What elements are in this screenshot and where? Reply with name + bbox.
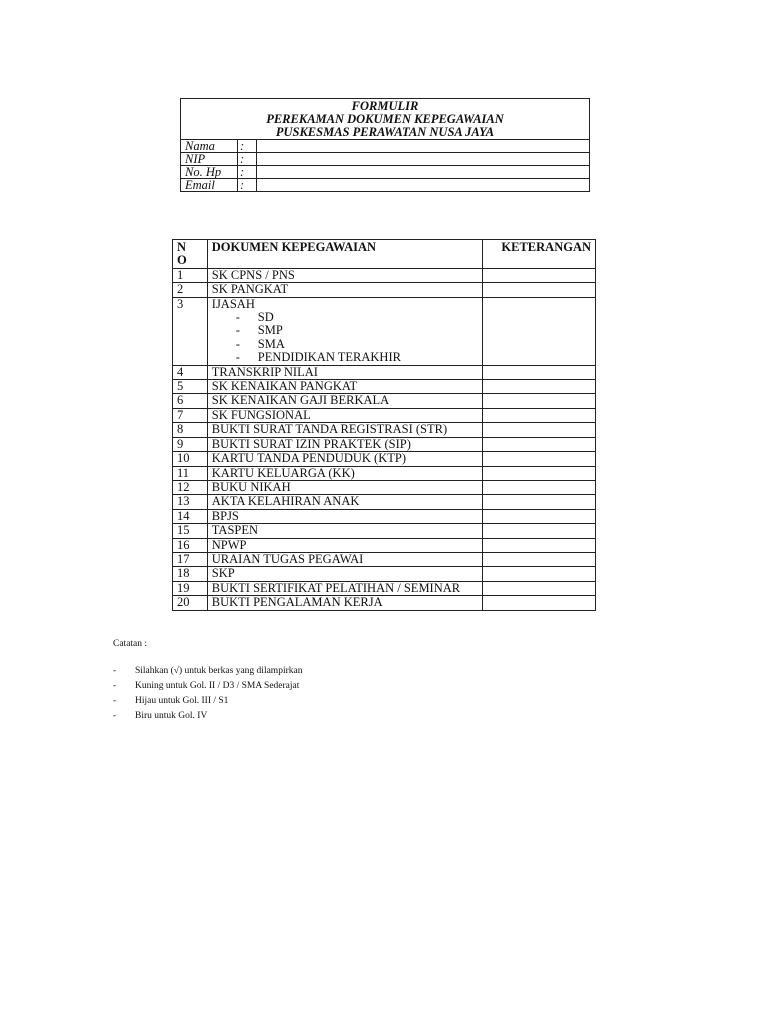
row-number: 2	[173, 283, 208, 297]
document-name-cell	[207, 466, 482, 480]
document-name-cell	[207, 524, 482, 538]
row-number: 17	[173, 552, 208, 566]
row-number: 14	[173, 509, 208, 523]
document-name-cell	[207, 552, 482, 566]
note-text: Kuning untuk Gol. II / D3 / SMA Sederajat	[135, 681, 300, 691]
table-row	[173, 365, 596, 379]
keterangan-field[interactable]	[483, 596, 596, 610]
field-label: NIP	[181, 153, 238, 166]
note-item	[113, 709, 302, 724]
form-title-line: PUSKESMAS PERAWATAN NUSA JAYA	[275, 125, 495, 139]
sub-item-text: SD	[257, 310, 274, 325]
document-name-cell	[207, 509, 482, 523]
table-row	[173, 581, 596, 595]
keterangan-field[interactable]	[483, 495, 596, 509]
keterangan-field[interactable]	[483, 524, 596, 538]
note-bullet: -	[113, 666, 117, 676]
document-sub-item	[236, 351, 478, 364]
document-name: AKTA KELAHIRAN ANAK	[211, 494, 360, 509]
document-name-cell	[207, 268, 482, 282]
row-number: 7	[173, 408, 208, 422]
table-row	[173, 297, 596, 365]
table-row	[173, 268, 596, 282]
table-row	[173, 466, 596, 480]
document-name: KARTU TANDA PENDUDUK (KTP)	[211, 451, 406, 466]
sub-item-text: SMP	[257, 323, 283, 338]
row-number: 12	[173, 480, 208, 494]
note-text: Biru untuk Gol. IV	[135, 711, 208, 721]
sub-item-bullet: -	[235, 336, 240, 351]
column-header-keterangan: KETERANGAN	[483, 240, 596, 269]
column-header-no-line: N	[177, 240, 187, 254]
nama-field[interactable]	[257, 140, 590, 153]
table-row	[173, 394, 596, 408]
document-name: IJASAH	[211, 296, 255, 311]
document-name-cell	[207, 297, 482, 365]
document-sub-item	[236, 338, 478, 351]
row-number: 18	[173, 567, 208, 581]
sub-item-text: SMA	[257, 336, 285, 351]
table-row	[173, 380, 596, 394]
row-number: 20	[173, 596, 208, 610]
column-header-no-line: O	[177, 253, 187, 268]
field-separator: :	[238, 140, 257, 153]
sub-item-bullet: -	[235, 350, 240, 365]
table-row	[173, 524, 596, 538]
row-number: 10	[173, 452, 208, 466]
field-separator: :	[238, 179, 257, 192]
field-label: No. Hp	[181, 166, 238, 179]
table-row	[173, 423, 596, 437]
keterangan-field[interactable]	[483, 408, 596, 422]
note-bullet: -	[113, 696, 117, 706]
table-row	[173, 283, 596, 297]
document-name-cell	[207, 408, 482, 422]
note-text: Hijau untuk Gol. III / S1	[135, 696, 229, 706]
keterangan-field[interactable]	[483, 380, 596, 394]
nip-field[interactable]	[257, 153, 590, 166]
field-separator: :	[238, 153, 257, 166]
keterangan-field[interactable]	[483, 423, 596, 437]
document-name-cell	[207, 567, 482, 581]
field-separator: :	[238, 166, 257, 179]
document-name-cell	[207, 283, 482, 297]
field-row-no-hp	[181, 166, 589, 179]
document-name-cell	[207, 480, 482, 494]
document-name-cell	[207, 581, 482, 595]
document-name-cell	[207, 365, 482, 379]
document-name: SK KENAIKAN GAJI BERKALA	[211, 393, 390, 408]
table-row	[173, 538, 596, 552]
document-name: URAIAN TUGAS PEGAWAI	[211, 551, 364, 566]
document-name: BUKTI SURAT TANDA REGISTRASI (STR)	[211, 422, 448, 437]
notes-list	[113, 664, 302, 724]
document-name: SK FUNGSIONAL	[211, 407, 311, 422]
table-row	[173, 437, 596, 451]
note-item	[113, 664, 302, 679]
document-name: BUKU NIKAH	[211, 479, 291, 494]
table-row	[173, 480, 596, 494]
keterangan-field[interactable]	[483, 437, 596, 451]
document-name: NPWP	[211, 537, 247, 552]
keterangan-field[interactable]	[483, 283, 596, 297]
document-name: BUKTI SURAT IZIN PRAKTEK (SIP)	[211, 436, 411, 451]
row-number: 9	[173, 437, 208, 451]
note-bullet: -	[113, 681, 117, 691]
document-name: KARTU KELUARGA (KK)	[211, 465, 355, 480]
notes-section	[113, 639, 302, 724]
row-number: 11	[173, 466, 208, 480]
field-row-nip	[181, 153, 589, 166]
document-checklist-table	[172, 239, 596, 611]
document-name: SK CPNS / PNS	[211, 267, 295, 282]
keterangan-field[interactable]	[483, 509, 596, 523]
row-number: 8	[173, 423, 208, 437]
row-number: 15	[173, 524, 208, 538]
row-number: 6	[173, 394, 208, 408]
row-number: 16	[173, 538, 208, 552]
document-name-cell	[207, 423, 482, 437]
document-sub-list	[212, 311, 478, 365]
document-name-cell	[207, 394, 482, 408]
email-field[interactable]	[257, 179, 590, 192]
document-name: SK PANGKAT	[211, 282, 289, 297]
keterangan-field[interactable]	[483, 538, 596, 552]
document-name: SKP	[211, 566, 235, 581]
field-row-email	[181, 179, 589, 192]
document-name-cell	[207, 538, 482, 552]
column-header-no	[173, 240, 208, 269]
keterangan-field[interactable]	[483, 567, 596, 581]
keterangan-field[interactable]	[483, 365, 596, 379]
note-text: Silahkan (√) untuk berkas yang dilampirkan	[135, 666, 303, 676]
keterangan-field[interactable]	[483, 480, 596, 494]
identity-fields-table	[181, 139, 589, 191]
table-row	[173, 552, 596, 566]
document-sub-item	[236, 324, 478, 337]
row-number: 4	[173, 365, 208, 379]
document-name-cell	[207, 437, 482, 451]
form-title	[181, 99, 589, 139]
table-body	[173, 268, 596, 610]
document-name-cell	[207, 380, 482, 394]
document-name-cell	[207, 596, 482, 610]
document-name: BUKTI SERTIFIKAT PELATIHAN / SEMINAR	[211, 580, 461, 595]
row-number: 13	[173, 495, 208, 509]
table-row	[173, 495, 596, 509]
form-title-line: PEREKAMAN DOKUMEN KEPEGAWAIAN	[266, 112, 504, 126]
keterangan-field[interactable]	[483, 268, 596, 282]
row-number: 19	[173, 581, 208, 595]
keterangan-field[interactable]	[483, 466, 596, 480]
field-label: Nama	[181, 140, 238, 153]
document-name: SK KENAIKAN PANGKAT	[211, 379, 358, 394]
column-header-document: DOKUMEN KEPEGAWAIAN	[207, 240, 482, 269]
table-row	[173, 452, 596, 466]
document-name-cell	[207, 495, 482, 509]
row-number: 1	[173, 268, 208, 282]
keterangan-field[interactable]	[483, 452, 596, 466]
document-name-cell	[207, 452, 482, 466]
keterangan-field[interactable]	[483, 552, 596, 566]
row-number: 3	[173, 297, 208, 365]
keterangan-field[interactable]	[483, 581, 596, 595]
document-sub-item	[236, 311, 478, 324]
table-row	[173, 509, 596, 523]
sub-item-bullet: -	[235, 310, 240, 325]
table-row	[173, 596, 596, 610]
note-bullet: -	[113, 711, 117, 721]
no-hp-field[interactable]	[257, 166, 590, 179]
keterangan-field[interactable]	[483, 297, 596, 365]
row-number: 5	[173, 380, 208, 394]
document-name: BUKTI PENGALAMAN KERJA	[211, 595, 383, 610]
document-name: BPJS	[211, 508, 239, 523]
document-name: TASPEN	[211, 523, 259, 538]
field-row-nama	[181, 140, 589, 153]
sub-item-text: PENDIDIKAN TERAKHIR	[257, 350, 401, 365]
field-label: Email	[181, 179, 238, 192]
note-item	[113, 679, 302, 694]
table-row	[173, 408, 596, 422]
table-header-row	[173, 240, 596, 269]
document-name: TRANSKRIP NILAI	[211, 364, 318, 379]
sub-item-bullet: -	[235, 323, 240, 338]
keterangan-field[interactable]	[483, 394, 596, 408]
notes-title: Catatan :	[113, 639, 148, 649]
note-item	[113, 694, 302, 709]
form-title-line: FORMULIR	[351, 99, 419, 113]
form-header-box	[180, 98, 590, 192]
table-row	[173, 567, 596, 581]
